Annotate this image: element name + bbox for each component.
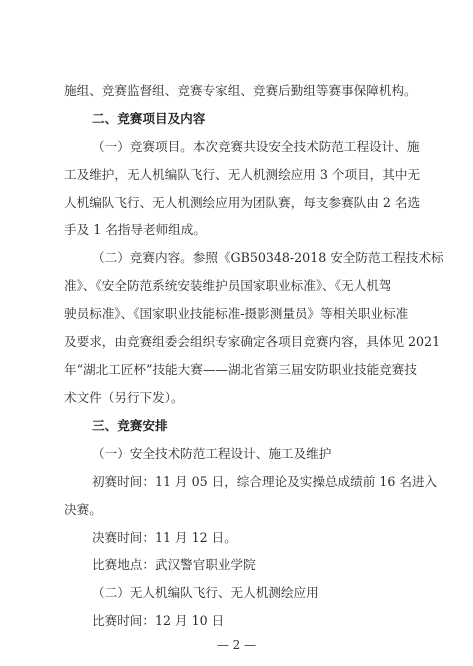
paragraph-line-content-6: 术文件（另行下发）。 (64, 390, 184, 405)
section-heading-3: 三、竞赛安排 (92, 418, 168, 433)
subsection-title-1: （一）安全技术防范工程设计、施工及维护 (92, 446, 332, 461)
uav-time-line: 比赛时间：12 月 10 日 (92, 613, 225, 628)
section-heading-2: 二、竞赛项目及内容 (92, 111, 206, 126)
paragraph-line-project-2: 工及维护，无人机编队飞行、无人机测绘应用 3 个项目，其中无 (64, 167, 421, 182)
venue-line: 比赛地点：武汉警官职业学院 (92, 557, 256, 572)
final-time-line: 决赛时间：11 月 12 日。 (92, 530, 237, 545)
paragraph-line-content-4: 及要求，由竞赛组委会组织专家确定各项目竞赛内容，具体见 2021 (64, 334, 441, 349)
paragraph-line-content-2: 准》、《安全防范系统安装维护员国家职业标准》、《无人机驾 (64, 278, 392, 293)
paragraph-line-continuation: 施组、竞赛监督组、竞赛专家组、竞赛后勤组等赛事保障机构。 (64, 83, 417, 98)
page-number: — 2 — (216, 638, 257, 652)
paragraph-line-project-3: 人机编队飞行、无人机测绘应用为团队赛，每支参赛队由 2 名选 (64, 195, 421, 210)
paragraph-line-content-3: 驶员标准》、《国家职业技能标准-摄影测量员》等相关职业标准 (64, 306, 409, 321)
paragraph-line-project-1: （一）竞赛项目。本次竞赛共设安全技术防范工程设计、施 (92, 139, 420, 154)
paragraph-line-content-5: 年“湖北工匠杯”技能大赛——湖北省第三届安防职业技能竞赛技 (64, 362, 417, 377)
prelim-time-line-2: 决赛。 (64, 502, 102, 517)
prelim-time-line-1: 初赛时间：11 月 05 日，综合理论及实操总成绩前 16 名进入 (92, 474, 438, 489)
subsection-title-2: （二）无人机编队飞行、无人机测绘应用 (92, 585, 319, 600)
paragraph-line-project-4: 手及 1 名指导老师组成。 (64, 222, 206, 237)
paragraph-line-content-1: （二）竞赛内容。参照《GB50348-2018 安全防范工程技术标 (92, 250, 444, 265)
